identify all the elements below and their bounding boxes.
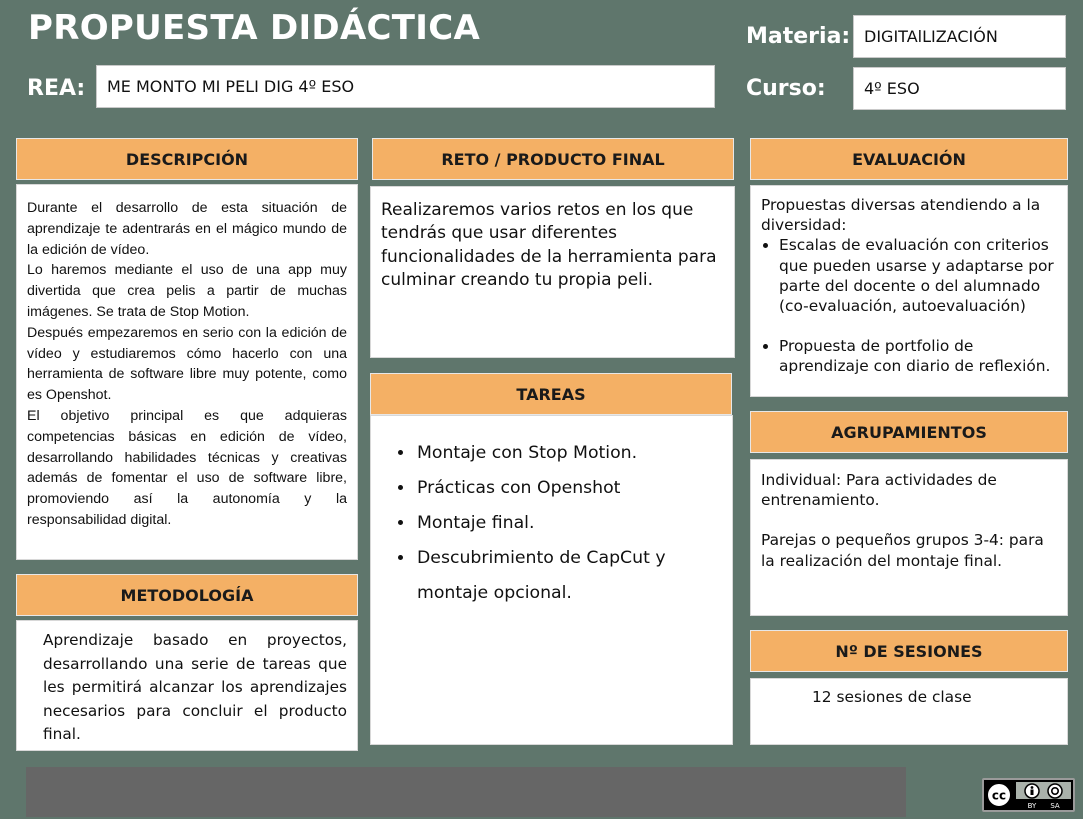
agrupamientos-heading: AGRUPAMIENTOS <box>750 411 1068 453</box>
tareas-heading: TAREAS <box>370 373 732 415</box>
sesiones-box <box>750 678 1068 745</box>
reto-text: Realizaremos varios retos en los que tendrás que usar diferentes funcionalidades de la herramienta para culminar creando tu propia peli. <box>381 200 717 290</box>
evaluacion-heading: EVALUACIÓN <box>750 138 1068 180</box>
curso-field[interactable]: 4º ESO <box>853 67 1066 110</box>
agrupamientos-paragraph: Parejas o pequeños grupos 3-4: para la realización del montaje final. <box>761 531 1044 570</box>
descripcion-paragraph: Después empezaremos en serio con la edición de vídeo y estudiaremos cómo hacerlo con una herramienta de software libre muy potente, como es Openshot. <box>27 324 347 404</box>
list-item: • Montaje con Stop Motion. <box>415 436 732 471</box>
metodologia-box <box>16 620 358 751</box>
footer-bar <box>26 767 906 817</box>
sesiones-heading: Nº DE SESIONES <box>750 630 1068 672</box>
tareas-list <box>371 416 732 611</box>
rea-field[interactable]: ME MONTO MI PELI DIG 4º ESO <box>96 65 715 108</box>
list-item: • Propuesta de portfolio de aprendizaje con diario de reflexión. <box>779 336 1055 376</box>
reto-heading: RETO / PRODUCTO FINAL <box>372 138 734 180</box>
sesiones-text: 12 sesiones de clase <box>812 688 972 706</box>
evaluacion-box <box>750 185 1068 397</box>
materia-label: Materia: <box>746 24 851 49</box>
curso-label: Curso: <box>746 76 826 101</box>
cc-license-badge[interactable] <box>982 778 1075 812</box>
descripcion-heading: DESCRIPCIÓN <box>16 138 358 180</box>
sa-text: SA <box>1050 802 1060 810</box>
evaluacion-list <box>761 235 1055 376</box>
reto-box <box>370 186 735 358</box>
descripcion-paragraph: Lo haremos mediante el uso de una app muy divertida que crea pelis a partir de muchas imágenes. Se trata de Stop Motion. <box>27 262 347 320</box>
descripcion-paragraph: Durante el desarrollo de esta situación de aprendizaje te adentrarás en el mágico mundo de la edición de vídeo. <box>27 200 347 258</box>
descripcion-paragraph: El objetivo principal es que adquieras competencias básicas en edición de vídeo, desarrollando habilidades técnicas y creativas además de fomentar el uso de software libre, promoviendo así la autonomía y la responsabilidad digital. <box>27 407 347 528</box>
list-item: • Prácticas con Openshot <box>415 471 732 506</box>
cc-text: cc <box>991 788 1007 803</box>
agrupamientos-box <box>750 459 1068 616</box>
descripcion-box <box>16 184 358 560</box>
list-item: • Descubrimiento de CapCut y montaje opcional. <box>415 541 732 611</box>
list-item: • Montaje final. <box>415 506 732 541</box>
evaluacion-intro: Propuestas diversas atendiendo a la diversidad: <box>761 196 1041 235</box>
materia-field[interactable]: DIGITAlLIZACIÓN <box>853 15 1066 58</box>
page-title: PROPUESTA DIDÁCTICA <box>28 8 481 48</box>
by-text: BY <box>1027 802 1037 810</box>
rea-label: REA: <box>27 76 86 101</box>
list-item: • Escalas de evaluación con criterios que pueden usarse y adaptarse por parte del docente o del alumnado (co-evaluación, autoevaluación) <box>779 235 1055 316</box>
metodologia-text: Aprendizaje basado en proyectos, desarrollando una serie de tareas que les permitirá alcanzar los aprendizajes necesarios para concluir el producto final. <box>43 631 347 743</box>
cc-by-sa-icon <box>984 780 1073 810</box>
tareas-box <box>370 415 733 745</box>
metodologia-heading: METODOLOGÍA <box>16 574 358 616</box>
agrupamientos-paragraph: Individual: Para actividades de entrenamiento. <box>761 471 997 510</box>
